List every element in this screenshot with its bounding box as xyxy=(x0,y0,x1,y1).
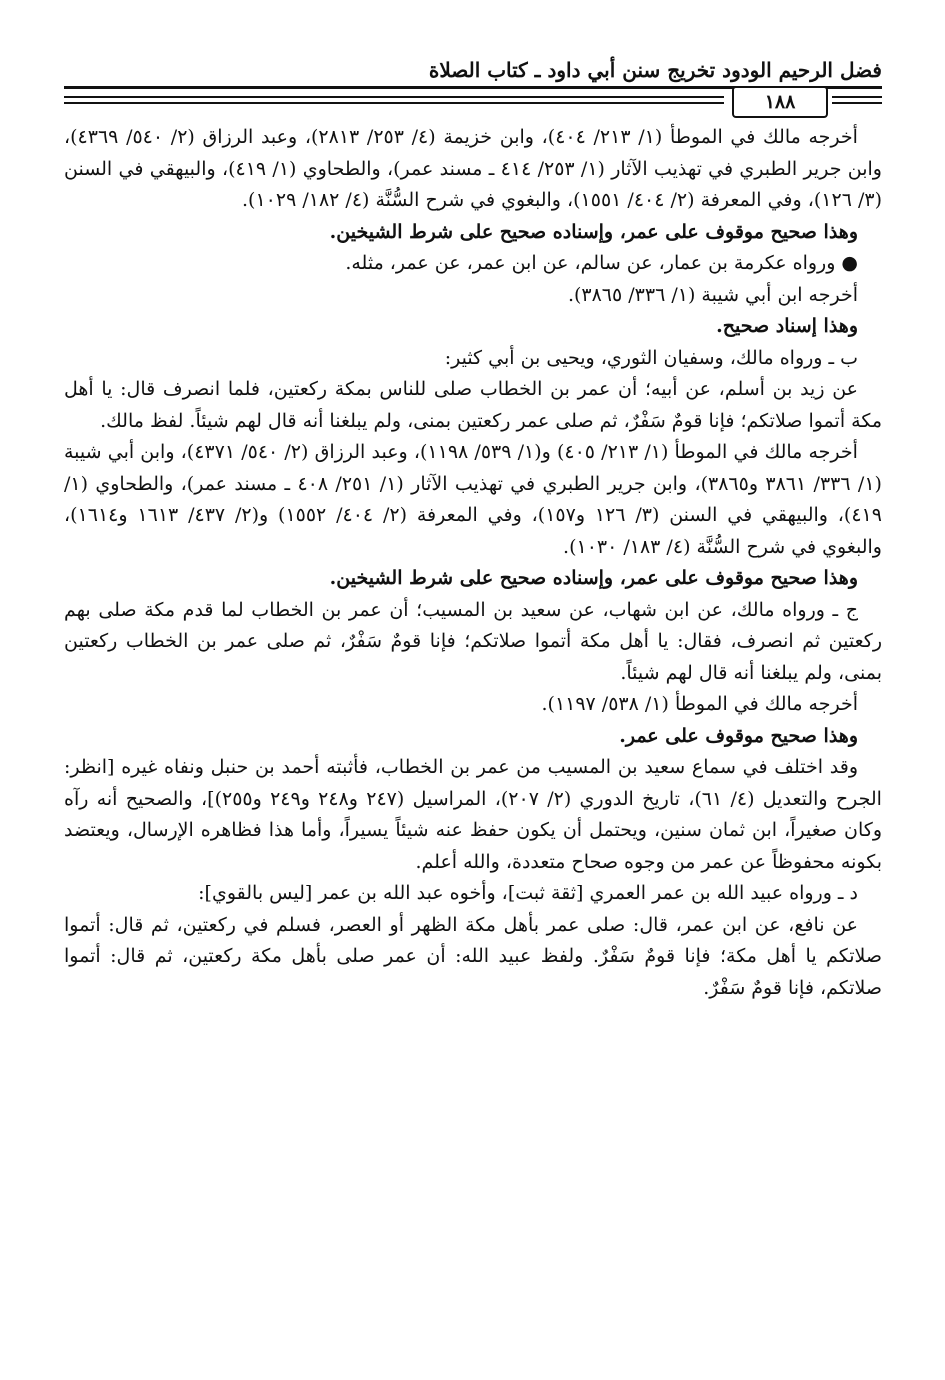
body-paragraph: أخرجه مالك في الموطأ (١/ ٢١٣/ ٤٠٤)، وابن خزيمة (٤/ ٢٥٣/ ٢٨١٣)، وعبد الرزاق (٢/ ٥٤٠/ ٤٣٦٩)، وابن جرير الطبري في تهذيب الآثار (١/ ٢٥٣/ ٤١٤ ـ مسند عمر)، والطحاوي (١/ ٤١٩)، والبيهقي في السنن (٣/ ١٢٦)، وفي المعرفة (٢/ ٤٠٤/ ١٥٥١)، والبغوي في شرح السُّنَّة (٤/ ١٨٢/ ١٠٢٩). xyxy=(64,126,882,211)
verdict-paragraph: وهذا صحيح موقوف على عمر. xyxy=(619,724,858,747)
header-title: فضل الرحيم الودود تخريج سنن أبي داود ـ كتاب الصلاة xyxy=(428,58,882,82)
body-paragraph: د ـ ورواه عبيد الله بن عمر العمري [ثقة ثبت]، وأخوه عبد الله بن عمر [ليس بالقوي]: xyxy=(198,882,858,904)
header-double-rule-right xyxy=(832,96,882,98)
header-double-rule-right xyxy=(832,102,882,104)
page-number: ١٨٨ xyxy=(732,86,828,118)
body-paragraph: أخرجه مالك في الموطأ (١/ ٢١٣/ ٤٠٥) و(١/ ٥٣٩/ ١١٩٨)، وعبد الرزاق (٢/ ٥٤٠/ ٤٣٧١)، وابن أبي شيبة (١/ ٣٣٦/ ٣٨٦١ و٣٨٦٥)، وابن جرير الطبري في تهذيب الآثار (١/ ٢٥١/ ٤٠٨ ـ مسند عمر)، والطحاوي (١/ ٤١٩)، والبيهقي في السنن (٣/ ١٢٦ و١٥٧)، وفي المعرفة (٢/ ٤٠٤/ ١٥٥٢) و(٢/ ٤٣٧/ ١٦١٣ و١٦١٤)، والبغوي في شرح السُّنَّة (٤/ ١٨٣/ ١٠٣٠). xyxy=(64,441,882,558)
header-double-rule-left xyxy=(64,96,724,98)
body-paragraph: ب ـ ورواه مالك، وسفيان الثوري، ويحيى بن أبي كثير: xyxy=(444,346,858,369)
body-paragraph: ج ـ ورواه مالك، عن ابن شهاب، عن سعيد بن المسيب؛ أن عمر بن الخطاب لما قدم مكة صلى بهم ركعتين ثم انصرف، فقال: يا أهل مكة أتموا صلاتكم؛ فإنا قومٌ سَفْرٌ، ثم صلى عمر بن الخطاب ركعتين بمنى، ولم يبلغنا أنه قال لهم شيئاً. xyxy=(64,598,882,684)
verdict-paragraph: وهذا إسناد صحيح. xyxy=(716,315,858,337)
running-header xyxy=(64,50,882,113)
body-paragraph: عن زيد بن أسلم، عن أبيه؛ أن عمر بن الخطاب صلى للناس بمكة ركعتين، فلما انصرف قال: يا أهل مكة أتموا صلاتكم؛ فإنا قومٌ سَفْرٌ، ثم صلى عمر ركعتين بمنى، ولم يبلغنا أنه قال لهم شيئاً. لفظ مالك. xyxy=(64,378,882,432)
body-paragraph: عن نافع، عن ابن عمر، قال: صلى عمر بأهل مكة الظهر أو العصر، فسلم في ركعتين، ثم قال: أتموا صلاتكم يا أهل مكة؛ فإنا قومٌ سَفْرٌ. ولفظ عبيد الله: أن عمر صلى بأهل مكة ركعتين، ثم قال: أتموا صلاتكم، فإنا قومٌ سَفْرٌ. xyxy=(64,913,882,999)
verdict-paragraph: وهذا صحيح موقوف على عمر، وإسناده صحيح على شرط الشيخين. xyxy=(329,220,858,243)
verdict-paragraph: وهذا صحيح موقوف على عمر، وإسناده صحيح على شرط الشيخين. xyxy=(329,567,858,589)
page-body xyxy=(64,122,882,1004)
body-paragraph: وقد اختلف في سماع سعيد بن المسيب من عمر بن الخطاب، فأثبته أحمد بن حنبل ونفاه غيره [انظر: الجرح والتعديل (٤/ ٦١)، تاريخ الدوري (٢/ ٢٠٧)، المراسيل (٢٤٧ و٢٤٨ و٢٤٩ و٢٥٥)]، والصحيح أنه رآه وكان صغيراً، ابن ثمان سنين، ويحتمل أن يكون حفظ عنه شيئاً يسيراً، وأما هذا فظاهره الإرسال، ويعتضد بكونه محفوظاً عن عمر من وجوه صحاح متعددة، والله أعلم. xyxy=(64,756,882,873)
header-double-rule-left xyxy=(64,102,724,104)
body-paragraph: ● ورواه عكرمة بن عمار، عن سالم، عن ابن عمر، عن عمر، مثله. xyxy=(345,252,858,274)
body-paragraph: أخرجه ابن أبي شيبة (١/ ٣٣٦/ ٣٨٦٥). xyxy=(567,283,858,306)
body-paragraph: أخرجه مالك في الموطأ (١/ ٥٣٨/ ١١٩٧). xyxy=(541,693,858,715)
